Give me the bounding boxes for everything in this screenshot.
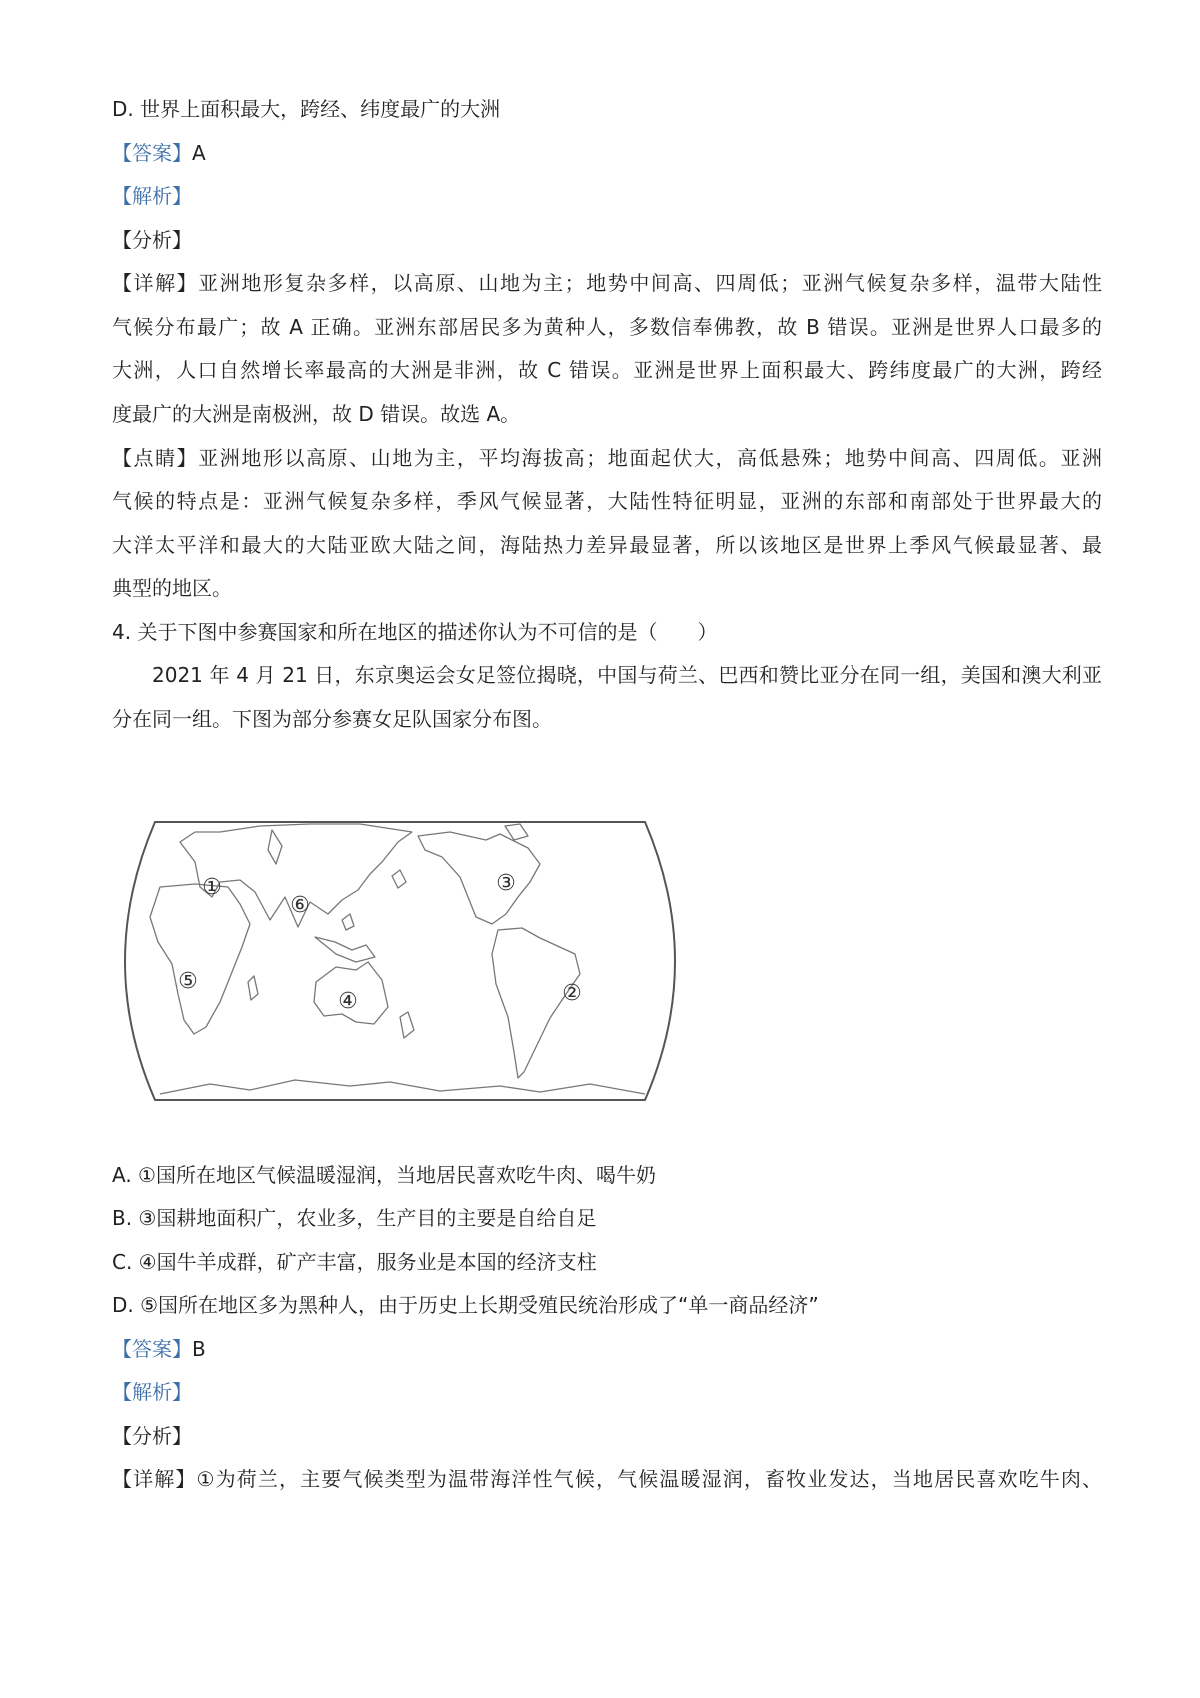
map-marker-6: ⑥ xyxy=(290,893,310,918)
africa-outline xyxy=(150,884,250,1034)
q3-tip-line: 【点睛】亚洲地形以高原、山地为主，平均海拔高；地面起伏大，高低悬殊；地势中间高、四周低。亚洲 xyxy=(112,446,1102,470)
map-marker-1: ① xyxy=(202,875,222,900)
map-frame xyxy=(125,822,675,1100)
q3-tip-line: 气候的特点是：亚洲气候复杂多样，季风气候显著，大陆性特征明显，亚洲的东部和南部处于世界最大的 xyxy=(112,489,1102,513)
q3-analysis-tag: 【解析】 xyxy=(112,184,192,208)
q3-tip-line: 大洋太平洋和最大的大陆亚欧大陆之间，海陆热力差异最显著，所以该地区是世界上季风气候最显著、最 xyxy=(112,533,1102,557)
q4-analysis-tag: 【解析】 xyxy=(112,1380,192,1404)
q4-detail-line: 【详解】①为荷兰，主要气候类型为温带海洋性气候，气候温暖湿润，畜牧业发达，当地居民喜欢吃牛肉、 xyxy=(112,1467,1102,1491)
answer-tag: 【答案】 xyxy=(112,1337,192,1361)
q4-answer xyxy=(112,1336,1102,1362)
answer-value: A xyxy=(192,141,206,165)
world-map xyxy=(120,802,680,1122)
q3-detail-line: 大洲，人口自然增长率最高的大洲是非洲，故 C 错误。亚洲是世界上面积最大、跨纬度最广的大洲，跨经 xyxy=(112,358,1102,382)
q4-option-b: B. ③国耕地面积广，农业多，生产目的主要是自给自足 xyxy=(112,1206,597,1230)
q4-stem: 4. 关于下图中参赛国家和所在地区的描述你认为不可信的是（ ） xyxy=(112,620,718,644)
q3-fenxi-tag: 【分析】 xyxy=(112,228,192,252)
q4-passage-line: 2021 年 4 月 21 日，东京奥运会女足签位揭晓，中国与荷兰、巴西和赞比亚分在同一组，美国和澳大利亚 xyxy=(152,663,1102,687)
q3-option-d: D. 世界上面积最大，跨经、纬度最广的大洲 xyxy=(112,97,501,121)
north-america-outline xyxy=(418,832,540,924)
antarctica-outline xyxy=(160,1080,645,1094)
q3-detail-line: 【详解】亚洲地形复杂多样，以高原、山地为主；地势中间高、四周低；亚洲气候复杂多样，温带大陆性 xyxy=(112,271,1102,295)
map-marker-3: ③ xyxy=(496,871,516,896)
map-marker-5: ⑤ xyxy=(178,969,198,994)
q3-answer xyxy=(112,140,1102,166)
answer-value: B xyxy=(192,1337,206,1361)
q3-detail-line: 气候分布最广；故 A 正确。亚洲东部居民多为黄种人，多数信奉佛教，故 B 错误。亚洲是世界人口最多的 xyxy=(112,315,1102,339)
answer-tag: 【答案】 xyxy=(112,141,192,165)
q4-option-d: D. ⑤国所在地区多为黑种人，由于历史上长期受殖民统治形成了“单一商品经济” xyxy=(112,1293,819,1317)
q3-tip-line: 典型的地区。 xyxy=(112,576,232,600)
q4-option-a: A. ①国所在地区气候温暖湿润，当地居民喜欢吃牛肉、喝牛奶 xyxy=(112,1163,656,1187)
map-marker-2: ② xyxy=(562,981,582,1006)
q4-passage-line: 分在同一组。下图为部分参赛女足队国家分布图。 xyxy=(112,707,552,731)
q3-detail-line: 度最广的大洲是南极洲，故 D 错误。故选 A。 xyxy=(112,402,521,426)
q4-fenxi-tag: 【分析】 xyxy=(112,1424,192,1448)
map-marker-4: ④ xyxy=(338,989,358,1014)
q4-option-c: C. ④国牛羊成群，矿产丰富，服务业是本国的经济支柱 xyxy=(112,1250,597,1274)
